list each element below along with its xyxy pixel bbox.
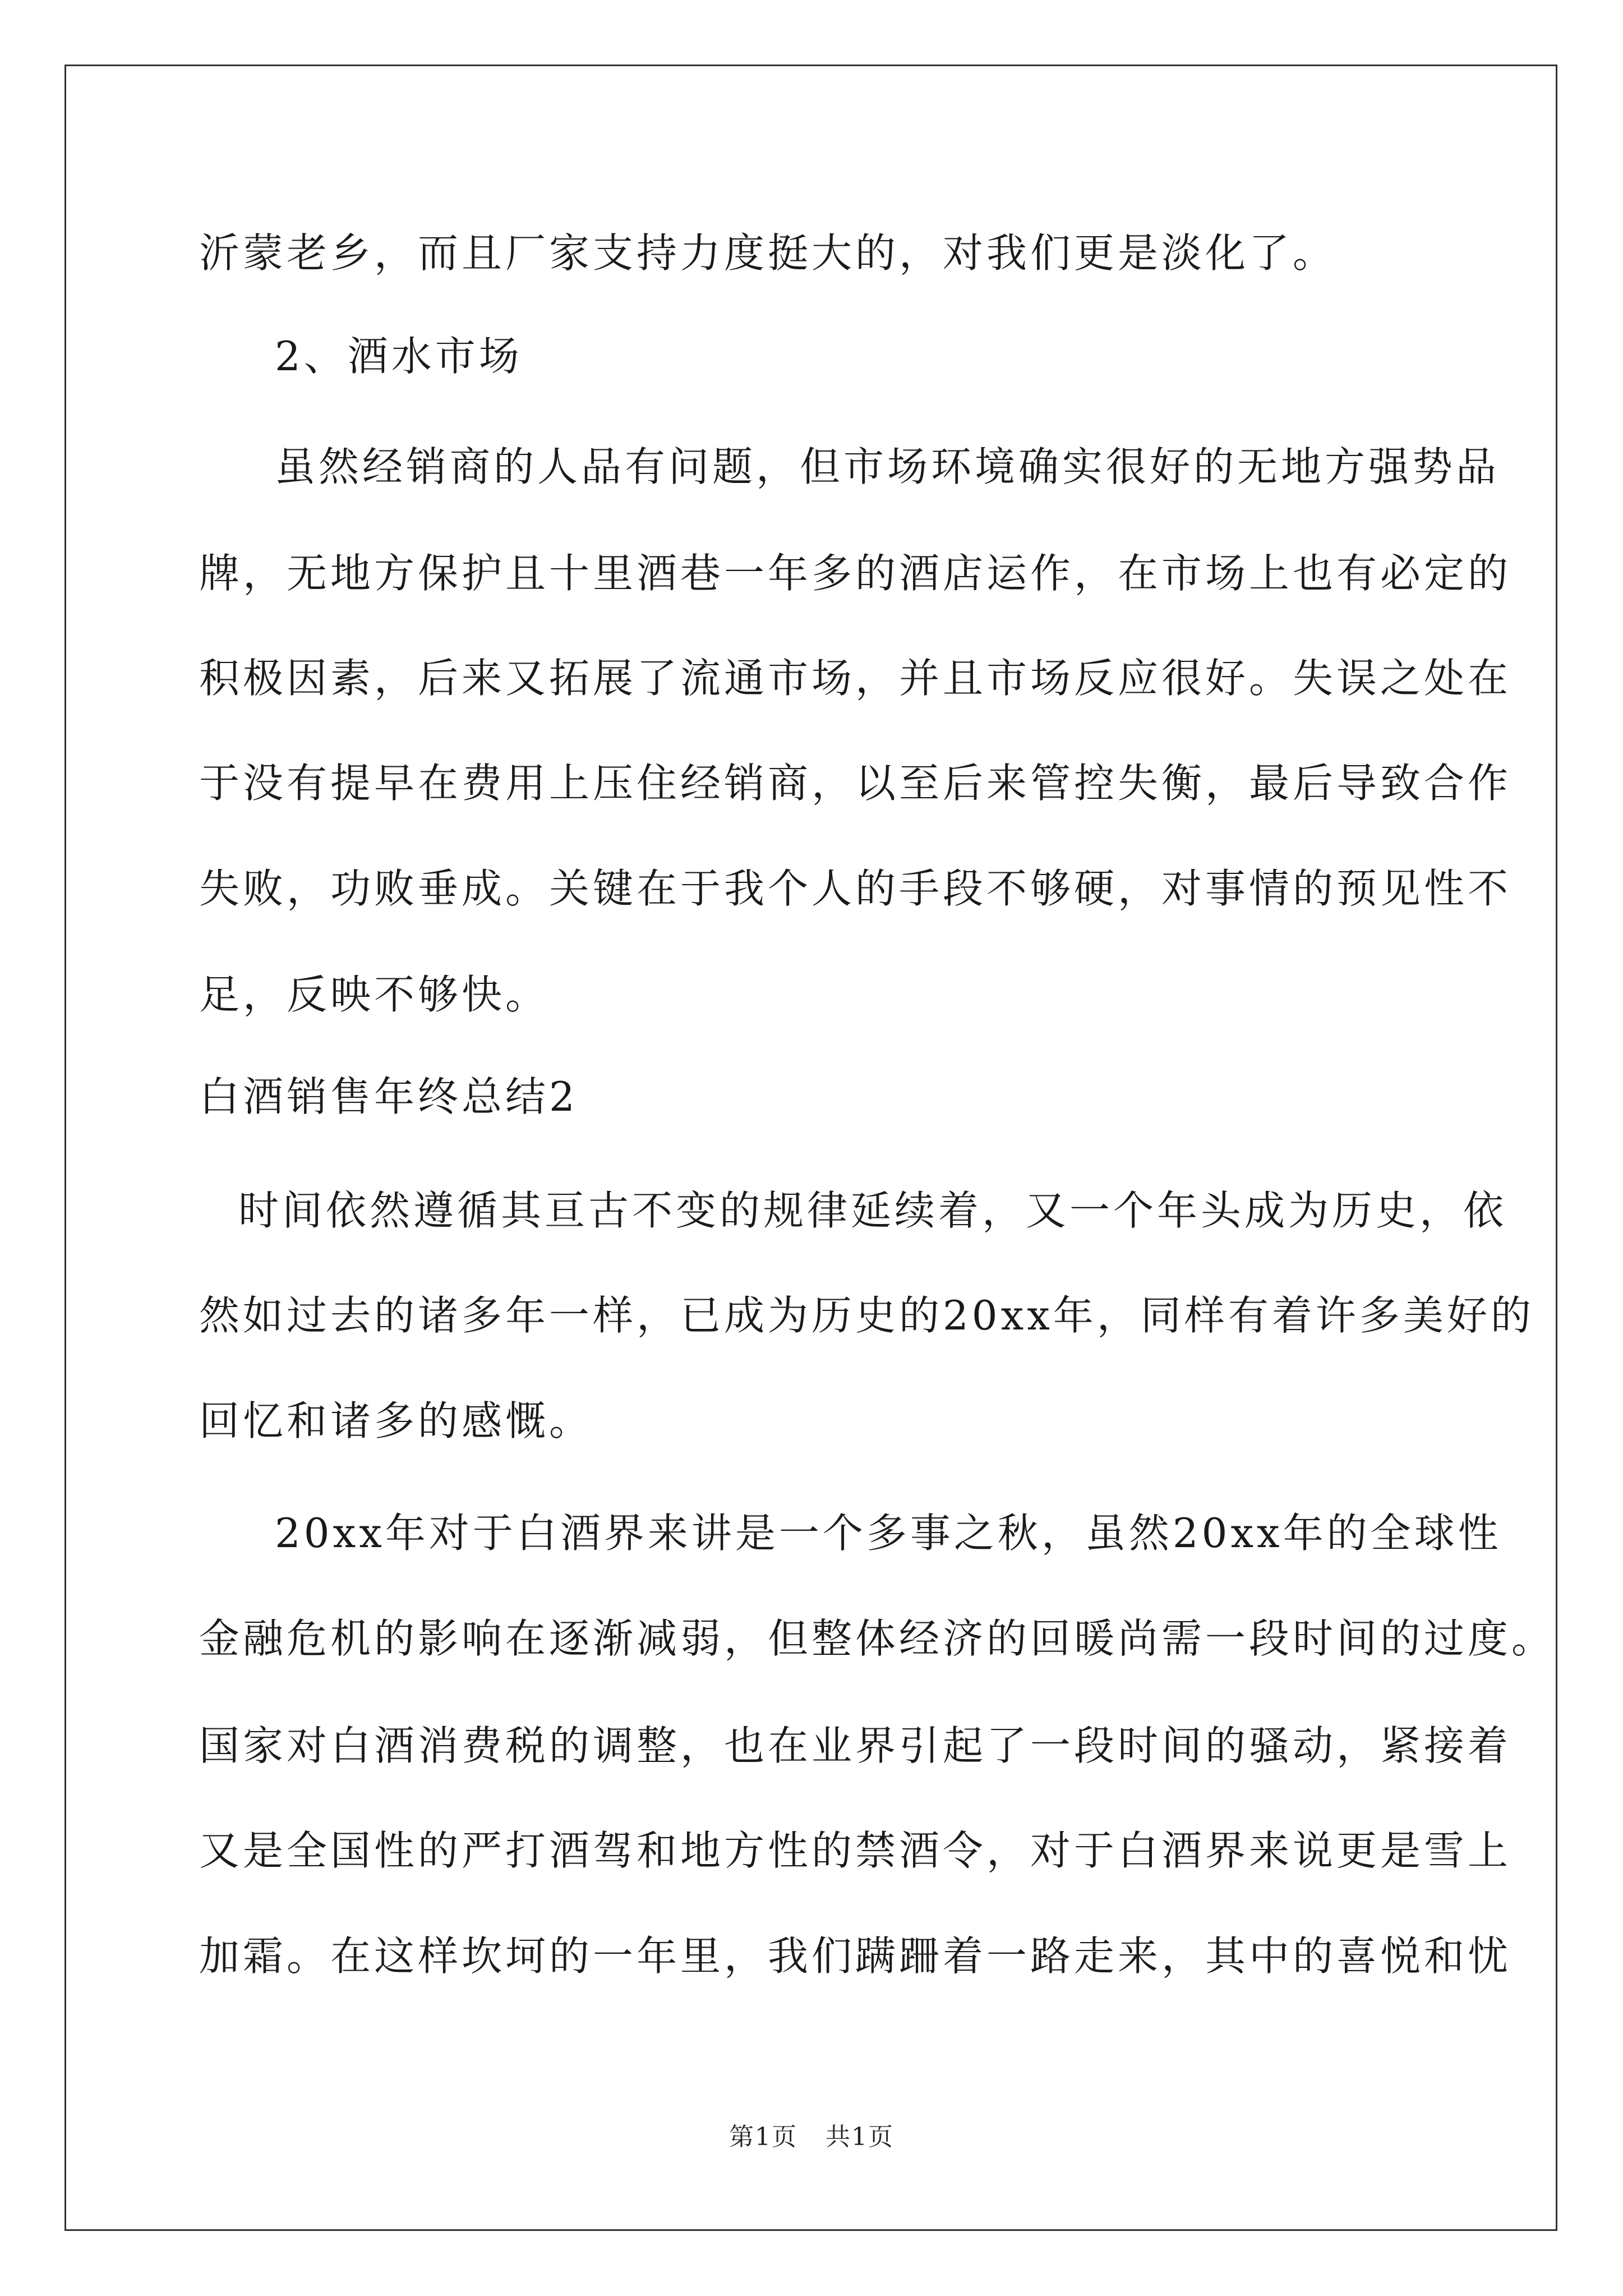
page-number: 第1页	[729, 2123, 797, 2151]
section-heading: 2、酒水市场	[275, 333, 523, 380]
document-heading: 白酒销售年终总结2	[199, 1073, 578, 1120]
text-line: 20xx年对于白酒界来讲是一个多事之秋，虽然20xx年的全球性	[275, 1510, 1502, 1557]
text-line: 失败，功败垂成。关键在于我个人的手段不够硬，对事情的预见性不	[199, 865, 1512, 912]
page-footer	[0, 2125, 1623, 2150]
text-line: 牌，无地方保护且十里酒巷一年多的酒店运作，在市场上也有必定的	[199, 550, 1512, 597]
text-line: 积极因素，后来又拓展了流通市场，并且市场反应很好。失误之处在	[199, 655, 1512, 702]
page-border	[64, 65, 1557, 2231]
text-line: 又是全国性的严打酒驾和地方性的禁酒令，对于白酒界来说更是雪上	[199, 1827, 1512, 1874]
text-line: 沂蒙老乡，而且厂家支持力度挺大的，对我们更是淡化了。	[199, 229, 1337, 277]
text-line: 时间依然遵循其亘古不变的规律延续着，又一个年头成为历史，依	[238, 1187, 1507, 1234]
text-line: 然如过去的诸多年一样，已成为历史的20xx年，同样有着许多美好的	[199, 1292, 1534, 1339]
page-total: 共1页	[826, 2123, 894, 2151]
text-line: 虽然经销商的人品有问题，但市场环境确实很好的无地方强势品	[275, 443, 1500, 490]
text-line: 国家对白酒消费税的调整，也在业界引起了一段时间的骚动，紧接着	[199, 1722, 1512, 1769]
text-line: 金融危机的影响在逐渐减弱，但整体经济的回暖尚需一段时间的过度。	[199, 1615, 1556, 1662]
text-line: 加霜。在这样坎坷的一年里，我们蹒跚着一路走来，其中的喜悦和忧	[199, 1932, 1512, 1980]
text-line: 回忆和诸多的感慨。	[199, 1397, 593, 1444]
text-line: 于没有提早在费用上压住经销商，以至后来管控失衡，最后导致合作	[199, 760, 1512, 807]
text-line: 足，反映不够快。	[199, 971, 550, 1018]
